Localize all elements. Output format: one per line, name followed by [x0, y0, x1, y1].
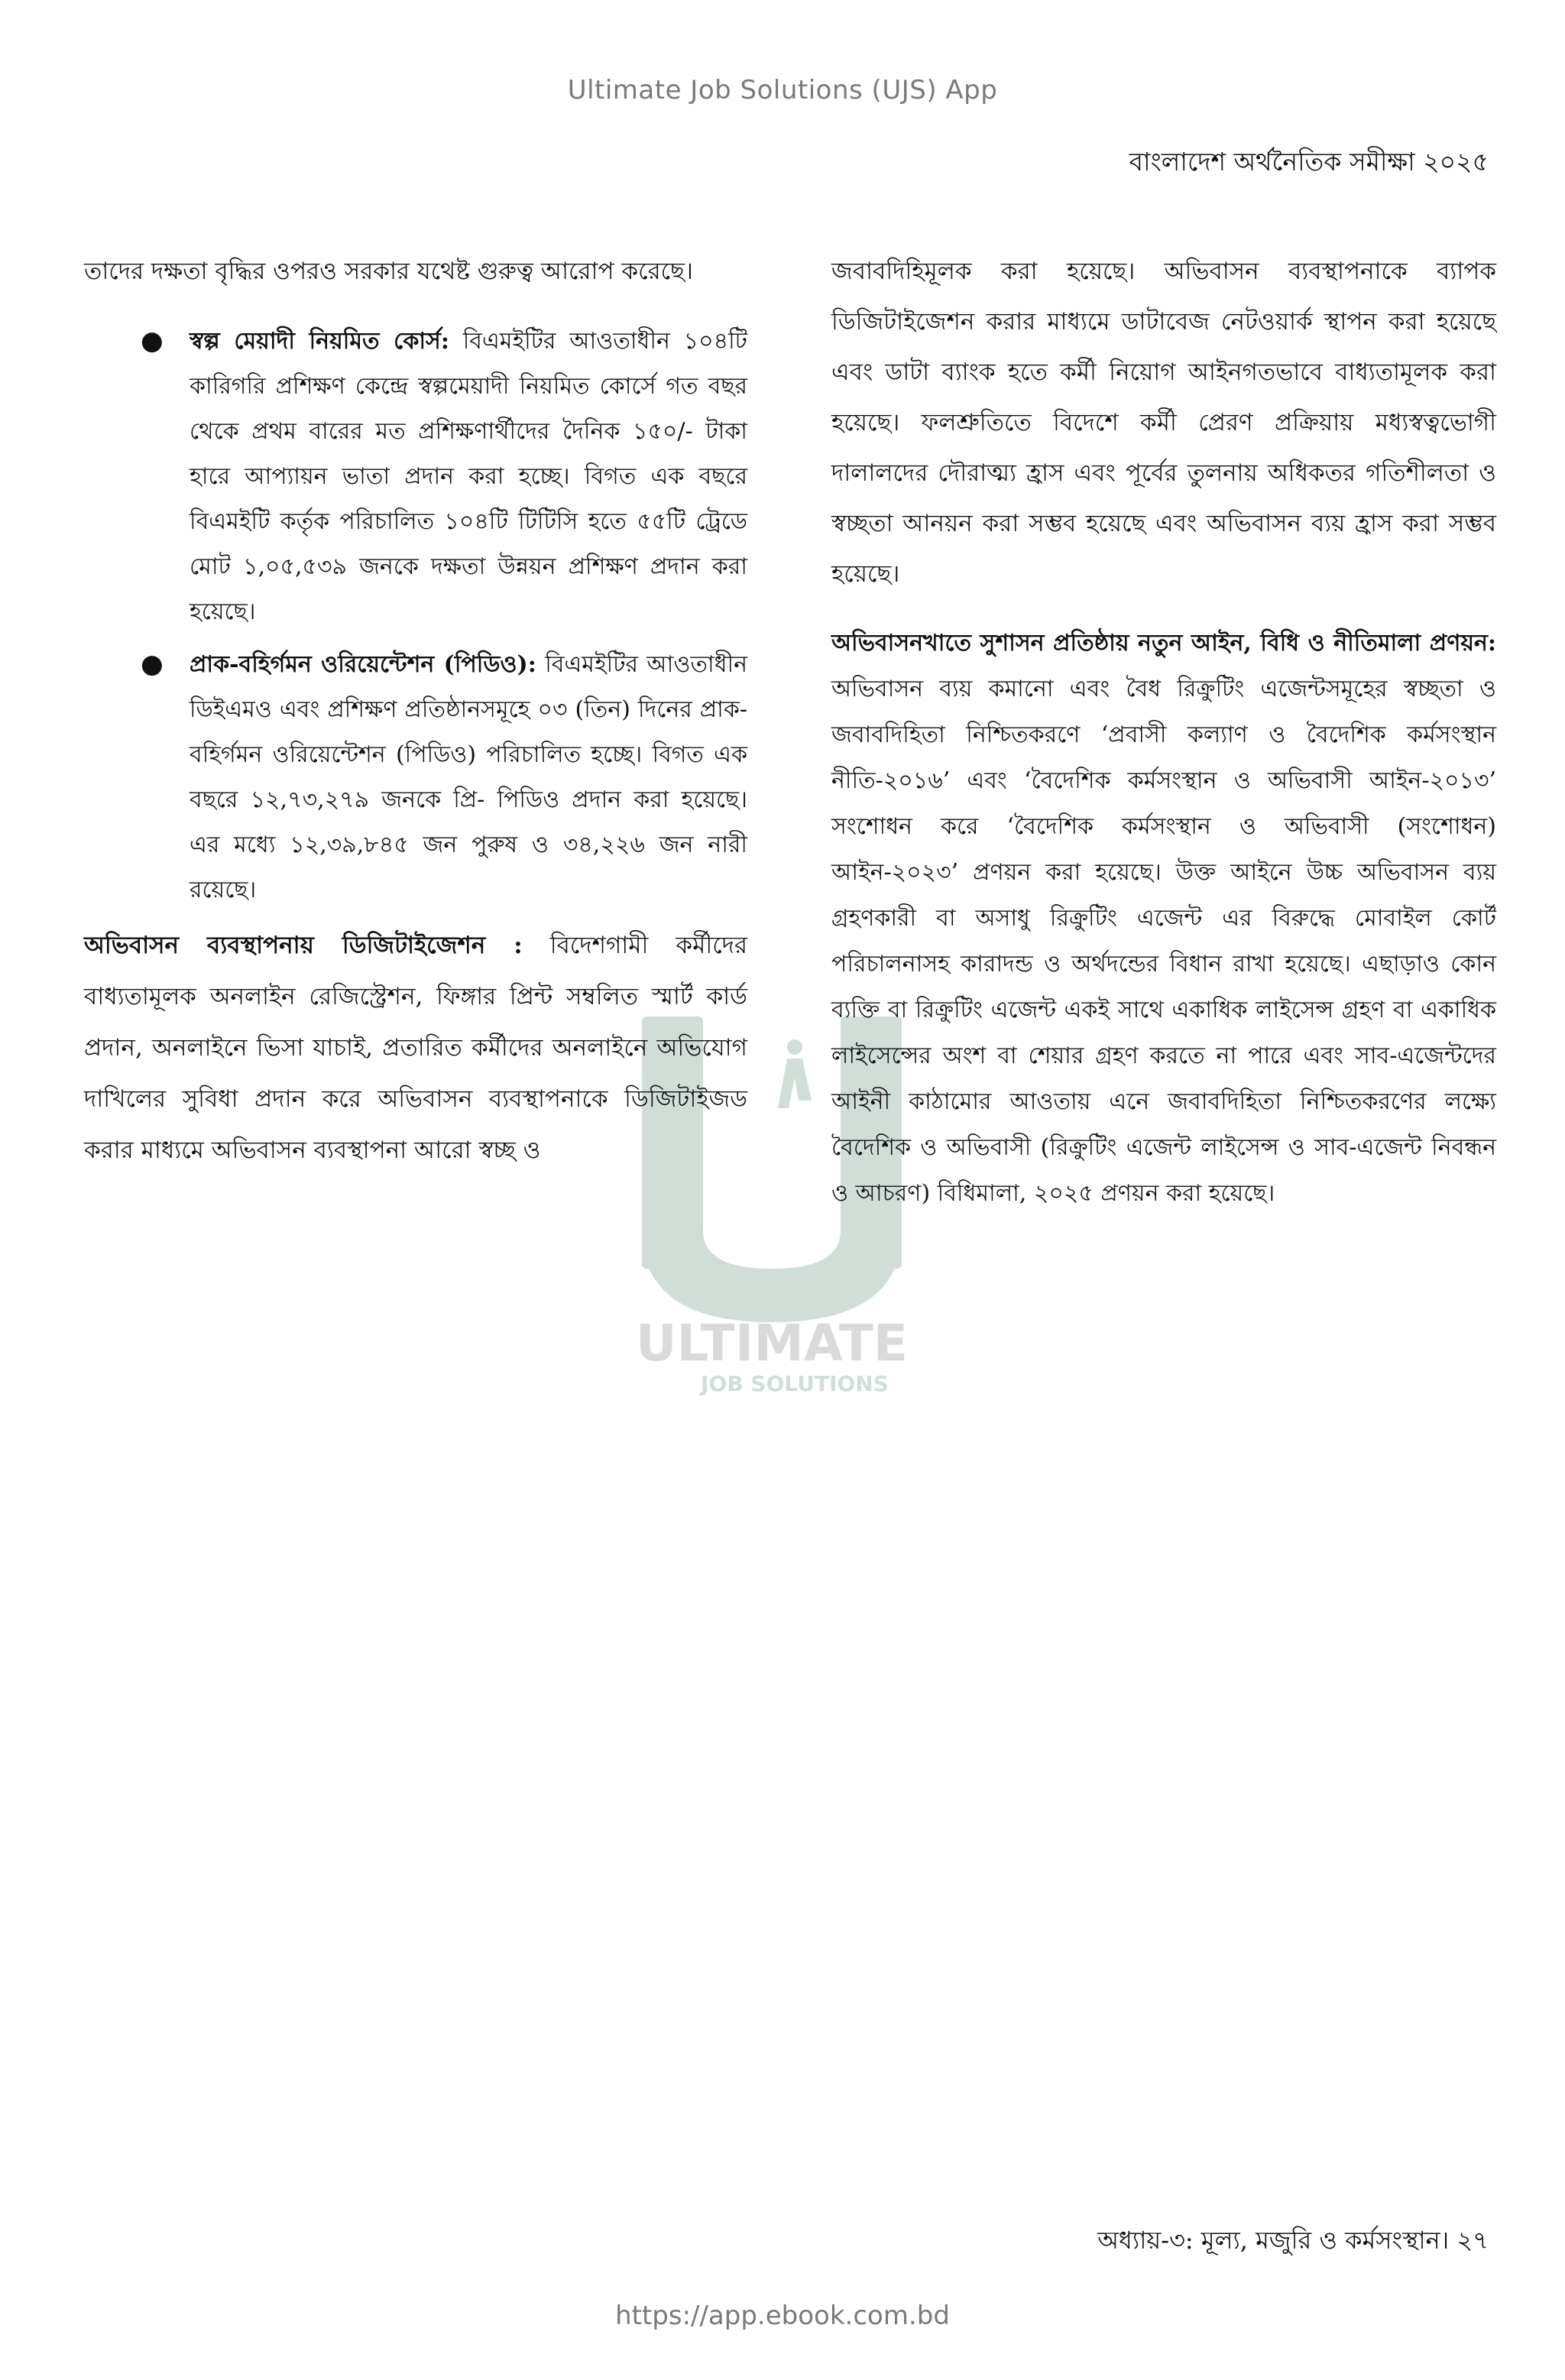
- digitization-paragraph: [84, 920, 747, 1176]
- bullet-title: প্রাক-বহির্গমন ওরিয়েন্টেশন (পিডিও):: [190, 651, 536, 678]
- watermark-u-curve: [642, 1231, 902, 1322]
- chapter-footer: অধ্যায়-৩: মূল্য, মজুরি ও কর্মসংস্থান। ২৭: [1097, 2226, 1489, 2255]
- document-title: বাংলাদেশ অর্থনৈতিক সমীক্ষা ২০২৫: [1129, 147, 1489, 177]
- bullet-text: বিএমইটির আওতাধীন ডিইএমও এবং প্রশিক্ষণ প্রতিষ্ঠানসমূহে ০৩ (তিন) দিনের প্রাক-বহির্গমন ওরিয়েন্টেশন (পিডিও) পরিচালিত হচ্ছে। বিগত এক বছরে ১২,৭৩,২৭৯ জনকে প্রি- পিডিও প্রদান করা হয়েছে। এর মধ্যে ১২,৩৯,৮৪৫ জন পুরুষ ও ৩৪,২২৬ জন নারী রয়েছে।: [190, 651, 747, 903]
- rules-heading: অভিবাসনখাতে সুশাসন প্রতিষ্ঠায় নতুন আইন, বিধি ও নীতিমালা প্রণয়ন:: [831, 630, 1496, 657]
- left-column: [84, 246, 747, 1198]
- digitization-text: বিদেশগামী কর্মীদের বাধ্যতামূলক অনলাইন রেজিস্ট্রেশন, ফিঙ্গার প্রিন্ট সম্বলিত স্মার্ট কার্ড প্রদান, অনলাইনে ভিসা যাচাই, প্রতারিত কর্মীদের অনলাইনে অভিযোগ দাখিলের সুবিধা প্রদান করে অভিবাসন ব্যবস্থাপনাকে ডিজিটাইজড করার মাধ্যমে অভিবাসন ব্যবস্থাপনা আরো স্বচ্ছ ও: [84, 932, 747, 1164]
- digitization-heading: অভিবাসন ব্যবস্থাপনায় ডিজিটাইজেশন :: [84, 932, 523, 959]
- right-column: [831, 246, 1496, 1238]
- watermark-text-main: ULTIMATE: [635, 1314, 909, 1373]
- watermark-figure-body: [778, 1059, 812, 1108]
- watermark-text-sub: JOB SOLUTIONS: [701, 1371, 889, 1396]
- app-header: Ultimate Job Solutions (UJS) App: [567, 75, 998, 105]
- list-item: [141, 319, 748, 634]
- bullet-dot: ●: [141, 326, 164, 356]
- continuation-paragraph: জবাবদিহিমূলক করা হয়েছে। অভিবাসন ব্যবস্থাপনাকে ব্যাপক ডিজিটাইজেশন করার মাধ্যমে ডাটাবেজ নেটওয়ার্ক স্থাপন করা হয়েছে এবং ডাটা ব্যাংক হতে কর্মী নিয়োগ আইনগতভাবে বাধ্যতামূলক করা হয়েছে। ফলশ্রুতিতে বিদেশে কর্মী প্রেরণ প্রক্রিয়ায় মধ্যস্বত্বভোগী দালালদের দৌরাত্ম্য হ্রাস এবং পূর্বের তুলনায় অধিকতর গতিশীলতা ও স্বচ্ছতা আনয়ন করা সম্ভব হয়েছে এবং অভিবাসন ব্যয় হ্রাস করা সম্ভব হয়েছে।: [831, 258, 1496, 588]
- watermark-figure-head: [787, 1039, 802, 1055]
- footer-url: https://app.ebook.com.bd: [615, 2301, 950, 2331]
- training-bullet-list: [84, 319, 747, 913]
- bullet-title: স্বল্প মেয়াদী নিয়মিত কোর্স:: [190, 328, 449, 355]
- bullet-text: বিএমইটির আওতাধীন ১০৪টি কারিগরি প্রশিক্ষণ কেন্দ্রে স্বল্পমেয়াদী নিয়মিত কোর্সে গত বছর থেকে প্রথম বারের মত প্রশিক্ষণার্থীদের দৈনিক ১৫০/- টাকা হারে আপ্যায়ন ভাতা প্রদান করা হচ্ছে। বিগত এক বছরে বিএমইটি কর্তৃক পরিচালিত ১০৪টি টিটিসি হতে ৫৫টি ট্রেডে মোট ১,০৫,৫৩৯ জনকে দক্ষতা উন্নয়ন প্রশিক্ষণ প্রদান করা হয়েছে।: [190, 328, 748, 625]
- intro-paragraph: তাদের দক্ষতা বৃদ্ধির ওপরও সরকার যথেষ্ট গুরুত্ব আরোপ করেছে।: [84, 258, 693, 285]
- rules-text: অভিবাসন ব্যয় কমানো এবং বৈধ রিক্রুটিং এজেন্টসমূহের স্বচ্ছতা ও জবাবদিহিতা নিশ্চিতকরণে ‘প্রবাসী কল্যাণ ও বৈদেশিক কর্মসংস্থান নীতি-২০১৬’ এবং ‘বৈদেশিক কর্মসংস্থান ও অভিবাসী আইন-২০১৩’ সংশোধন করে ‘বৈদেশিক কর্মসংস্থান ও অভিবাসী (সংশোধন) আইন-২০২৩’ প্রণয়ন করা হয়েছে। উক্ত আইনে উচ্চ অভিবাসন ব্যয় গ্রহণকারী বা অসাধু রিক্রুটিং এজেন্ট এর বিরুদ্ধে মোবাইল কোর্ট পরিচালনাসহ কারাদন্ড ও অর্থদন্ডের বিধান রাখা হয়েছে। এছাড়াও কোন ব্যক্তি বা রিক্রুটিং এজেন্ট একই সাথে একাধিক লাইসেন্স গ্রহণ বা একাধিক লাইসেন্সের অংশ বা শেয়ার গ্রহণ করতে না পারে এবং সাব-এজেন্টদের আইনী কাঠামোর আওতায় এনে জবাবদিহিতা নিশ্চিতকরণের লক্ষ্যে বৈদেশিক ও অভিবাসী (রিক্রুটিং এজেন্ট লাইসেন্স ও সাব-এজেন্ট নিবন্ধন ও আচরণ) বিধিমালা, ২০২৫ প্রণয়ন করা হয়েছে।: [831, 676, 1496, 1207]
- rules-paragraph: [831, 621, 1496, 1217]
- bullet-dot: ●: [141, 649, 164, 679]
- list-item: [141, 642, 747, 913]
